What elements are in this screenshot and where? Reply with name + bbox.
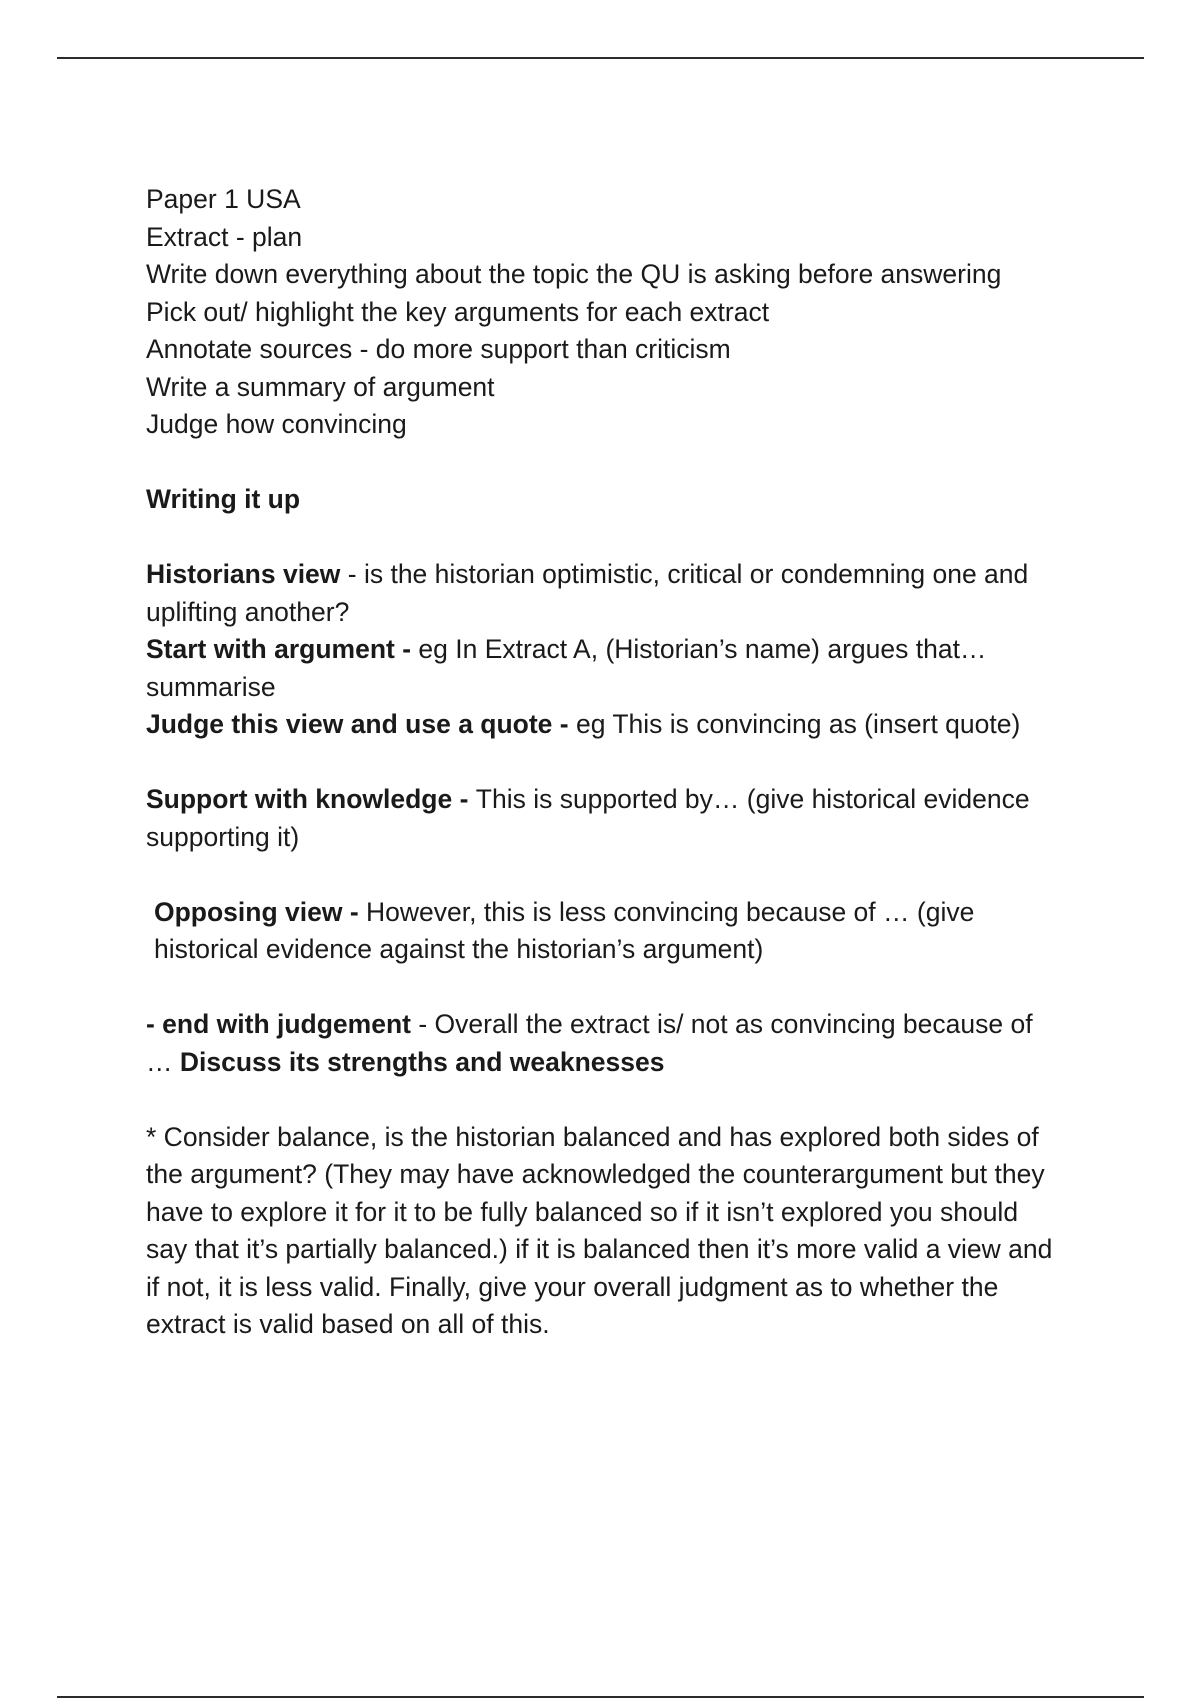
start-argument-text: eg In Extract A, (Historian’s name) argues that… summarise [146, 634, 987, 702]
opposing-view-paragraph [146, 894, 1066, 969]
support-knowledge-text: This is supported by… (give historical evidence supporting it) [146, 784, 1030, 852]
historians-view-text: - is the historian optimistic, critical or condemning one and uplifting another? [146, 559, 1029, 627]
support-knowledge-paragraph [146, 781, 1066, 856]
end-judgement-paragraph [146, 1006, 1066, 1081]
document-title: Paper 1 USA [146, 184, 301, 214]
start-argument-paragraph [146, 631, 1066, 706]
document-body [146, 181, 1066, 1344]
bottom-rule [57, 1696, 1144, 1698]
plan-step: Pick out/ highlight the key arguments for each extract [146, 296, 770, 327]
opposing-view-text: However, this is less convincing because of … (give historical evidence against the historian’s argument) [154, 896, 975, 964]
historians-view-paragraph [146, 556, 1066, 631]
judge-view-paragraph [146, 706, 1066, 744]
end-judgement-text: - Overall the extract is/ not as convincing because of … [146, 1009, 1033, 1077]
opposing-view-label: Opposing view - [154, 896, 367, 927]
plan-step: Judge how convincing [146, 409, 407, 439]
historians-view-label: Historians view [146, 559, 341, 589]
plan-step: Annotate sources - do more support than criticism [146, 334, 731, 364]
top-rule [57, 57, 1144, 59]
start-argument-label: Start with argument - [146, 634, 419, 664]
judge-view-text: eg This is convincing as (insert quote) [575, 709, 1021, 739]
judge-view-label: Judge this view and use a quote - [146, 709, 576, 739]
support-knowledge-label: Support with knowledge - [146, 784, 476, 814]
plan-step: Write down everything about the topic the QU is asking before answering [146, 259, 1002, 289]
plan-step: Write a summary of argument [146, 371, 495, 402]
balance-note: * Consider balance, is the historian balanced and has explored both sides of the argument? (They may have acknowledged the counterargument but they have to explore it for it to be fully balanced so if it isn’t explored you should say that it’s partially balanced.) if it is balanced then it’s more valid a view and if not, it is less valid. Finally, give your overall judgment as to whether the extract is valid based on all of this. [146, 1121, 1053, 1339]
end-judgement-label: - end with judgement [146, 1009, 411, 1039]
section-heading: Writing it up [146, 484, 301, 514]
document-subtitle: Extract - plan [146, 221, 303, 252]
end-judgement-emphasis: Discuss its strengths and weaknesses [179, 1046, 665, 1077]
